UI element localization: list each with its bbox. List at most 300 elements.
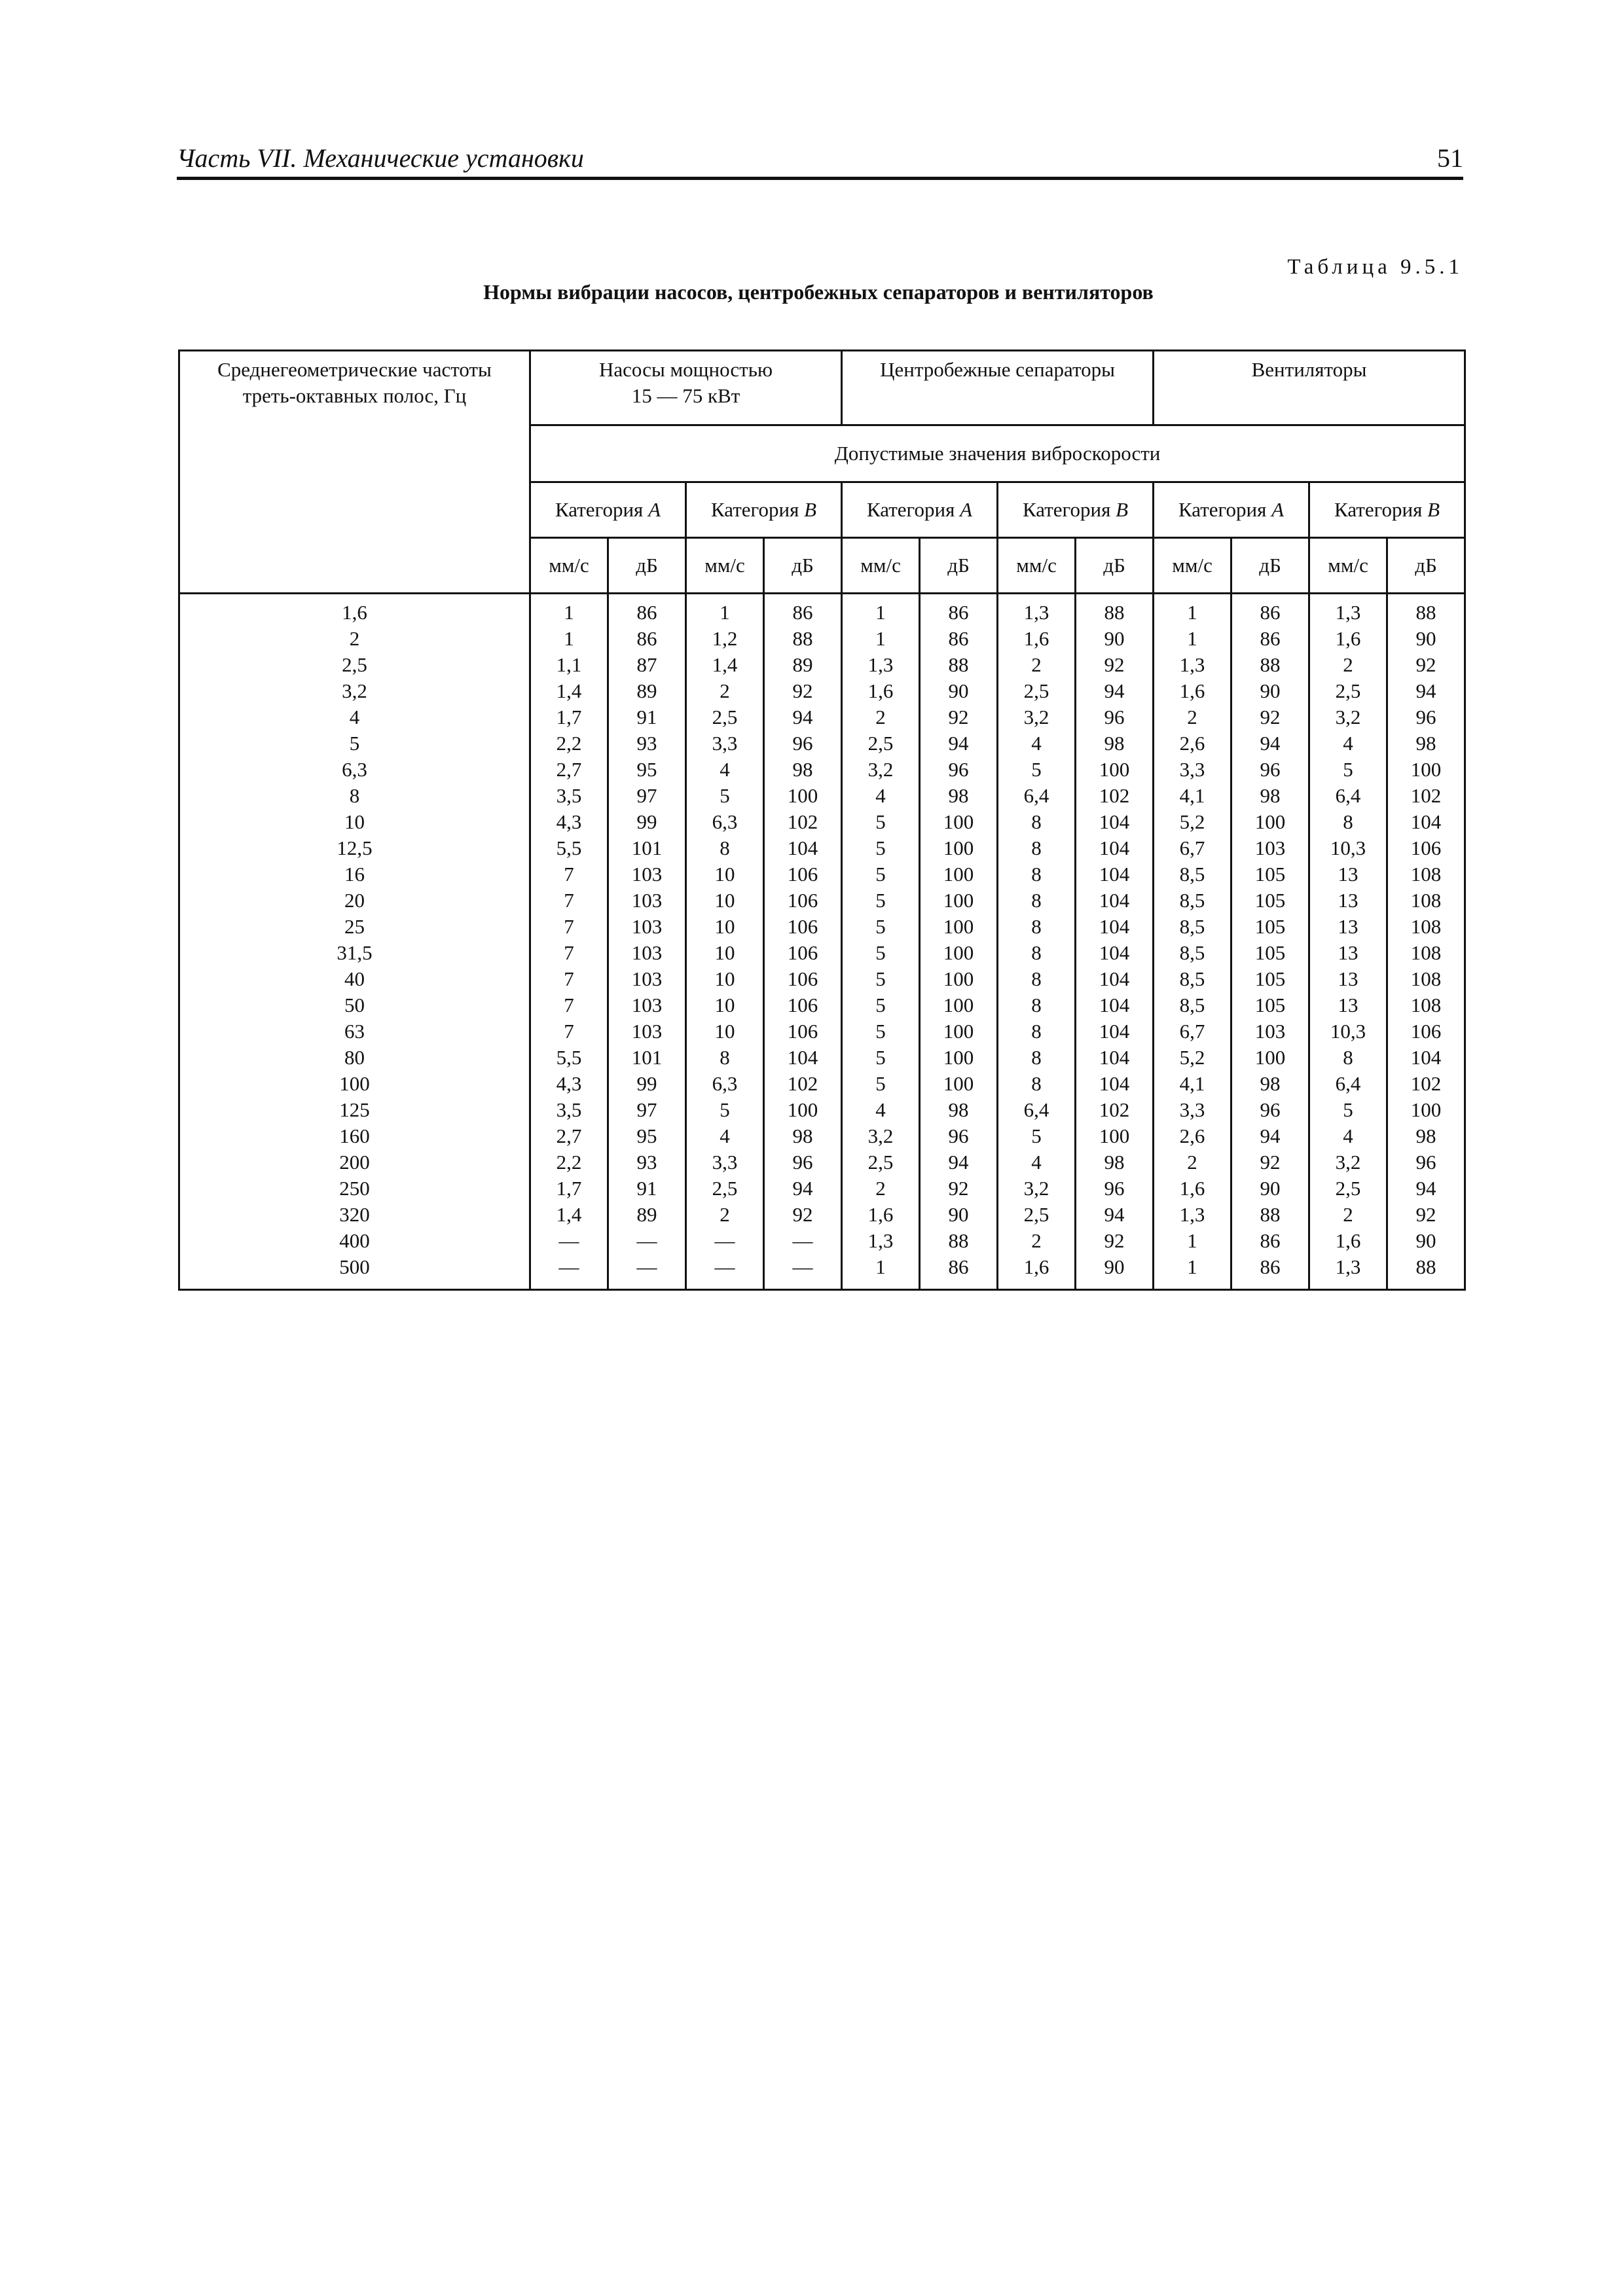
velocity-db-cell: 96 bbox=[1076, 704, 1154, 730]
velocity-mm-cell: 3,3 bbox=[1154, 1097, 1231, 1123]
velocity-mm-cell: 5 bbox=[842, 1018, 920, 1045]
category-label: Категория bbox=[1023, 498, 1111, 521]
velocity-mm-cell: 1 bbox=[1154, 1254, 1231, 1290]
velocity-mm-cell: 1,6 bbox=[1309, 626, 1387, 652]
velocity-db-cell: 89 bbox=[608, 1202, 686, 1228]
velocity-db-cell: 100 bbox=[920, 888, 998, 914]
category-label: Категория bbox=[867, 498, 955, 521]
velocity-mm-cell: 3,2 bbox=[842, 1123, 920, 1149]
separators-header: Центробежные сепараторы bbox=[842, 351, 1154, 425]
velocity-mm-cell: 2 bbox=[998, 652, 1076, 678]
frequency-cell: 5 bbox=[179, 730, 530, 757]
table-row bbox=[179, 1202, 1465, 1228]
velocity-db-cell: 104 bbox=[1387, 809, 1465, 835]
velocity-mm-cell: 10 bbox=[686, 992, 764, 1018]
velocity-db-cell: 103 bbox=[608, 888, 686, 914]
velocity-mm-cell: 2 bbox=[998, 1228, 1076, 1254]
velocity-db-cell: 94 bbox=[764, 1175, 842, 1202]
velocity-mm-cell: 4,1 bbox=[1154, 1071, 1231, 1097]
frequency-cell: 3,2 bbox=[179, 678, 530, 704]
table-row bbox=[179, 914, 1465, 940]
velocity-db-cell: 100 bbox=[764, 783, 842, 809]
velocity-db-cell: 100 bbox=[920, 914, 998, 940]
pumps-header-line2: 15 — 75 кВт bbox=[631, 384, 740, 407]
velocity-mm-cell: 1 bbox=[530, 594, 608, 626]
velocity-db-cell: 90 bbox=[1076, 1254, 1154, 1290]
velocity-db-cell: 96 bbox=[1076, 1175, 1154, 1202]
velocity-db-cell: 86 bbox=[1231, 1254, 1309, 1290]
category-letter: B bbox=[1116, 498, 1129, 521]
category-label: Категория bbox=[1334, 498, 1423, 521]
velocity-mm-cell: 2,5 bbox=[842, 730, 920, 757]
velocity-mm-cell: 5 bbox=[842, 1071, 920, 1097]
category-letter: A bbox=[1271, 498, 1285, 521]
table-row bbox=[179, 940, 1465, 966]
velocity-db-cell: 98 bbox=[1076, 730, 1154, 757]
velocity-mm-cell: 1,1 bbox=[530, 652, 608, 678]
velocity-mm-cell: 4 bbox=[842, 1097, 920, 1123]
velocity-mm-cell: 13 bbox=[1309, 914, 1387, 940]
velocity-mm-cell: 6,3 bbox=[686, 809, 764, 835]
table-row bbox=[179, 1097, 1465, 1123]
table-row bbox=[179, 1045, 1465, 1071]
velocity-db-cell: 88 bbox=[1231, 652, 1309, 678]
velocity-db-cell: 105 bbox=[1231, 940, 1309, 966]
table-row bbox=[179, 730, 1465, 757]
unit-mm-header: мм/с bbox=[1309, 538, 1387, 594]
unit-db-header: дБ bbox=[920, 538, 998, 594]
velocity-mm-cell: 3,3 bbox=[686, 1149, 764, 1175]
velocity-mm-cell: 4,3 bbox=[530, 809, 608, 835]
velocity-db-cell: 102 bbox=[1076, 783, 1154, 809]
table-row bbox=[179, 1018, 1465, 1045]
velocity-mm-cell: 5 bbox=[1309, 1097, 1387, 1123]
unit-mm-header: мм/с bbox=[842, 538, 920, 594]
frequency-cell: 10 bbox=[179, 809, 530, 835]
velocity-db-cell: 86 bbox=[1231, 626, 1309, 652]
velocity-mm-cell: 5 bbox=[998, 1123, 1076, 1149]
unit-mm-header: мм/с bbox=[530, 538, 608, 594]
velocity-db-cell: 98 bbox=[764, 1123, 842, 1149]
velocity-mm-cell: 10 bbox=[686, 914, 764, 940]
velocity-db-cell: 100 bbox=[920, 861, 998, 888]
frequency-cell: 63 bbox=[179, 1018, 530, 1045]
velocity-mm-cell: 1,3 bbox=[842, 652, 920, 678]
fans-header: Вентиляторы bbox=[1154, 351, 1465, 425]
velocity-db-cell: 108 bbox=[1387, 914, 1465, 940]
table-row bbox=[179, 1228, 1465, 1254]
velocity-db-cell: 92 bbox=[1076, 652, 1154, 678]
frequency-cell: 400 bbox=[179, 1228, 530, 1254]
velocity-db-cell: 88 bbox=[920, 1228, 998, 1254]
velocity-db-cell: 96 bbox=[764, 730, 842, 757]
velocity-mm-cell: 1,7 bbox=[530, 1175, 608, 1202]
velocity-mm-cell: 13 bbox=[1309, 861, 1387, 888]
table-row bbox=[179, 704, 1465, 730]
velocity-mm-cell: 8,5 bbox=[1154, 940, 1231, 966]
velocity-mm-cell: 8 bbox=[998, 835, 1076, 861]
velocity-mm-cell: 1,6 bbox=[1309, 1228, 1387, 1254]
velocity-db-cell: 95 bbox=[608, 757, 686, 783]
velocity-db-cell: 90 bbox=[1231, 1175, 1309, 1202]
velocity-mm-cell: 3,2 bbox=[998, 704, 1076, 730]
category-label: Категория bbox=[711, 498, 799, 521]
category-letter: A bbox=[648, 498, 661, 521]
velocity-mm-cell: 1,4 bbox=[686, 652, 764, 678]
velocity-mm-cell: 5 bbox=[1309, 757, 1387, 783]
velocity-db-cell: 88 bbox=[764, 626, 842, 652]
velocity-db-cell: 89 bbox=[608, 678, 686, 704]
velocity-db-cell: 105 bbox=[1231, 888, 1309, 914]
velocity-mm-cell: 4 bbox=[842, 783, 920, 809]
velocity-mm-cell: 8,5 bbox=[1154, 861, 1231, 888]
velocity-db-cell: 98 bbox=[1076, 1149, 1154, 1175]
velocity-db-cell: 96 bbox=[1231, 1097, 1309, 1123]
velocity-mm-cell: 3,2 bbox=[1309, 1149, 1387, 1175]
velocity-mm-cell: 5,5 bbox=[530, 835, 608, 861]
velocity-mm-cell: 3,2 bbox=[1309, 704, 1387, 730]
pumps-header-line1: Насосы мощностью bbox=[599, 358, 773, 381]
velocity-db-cell: 88 bbox=[920, 652, 998, 678]
velocity-db-cell: 102 bbox=[1387, 1071, 1465, 1097]
pumps-header bbox=[530, 351, 842, 425]
unit-db-header: дБ bbox=[608, 538, 686, 594]
velocity-mm-cell: 3,3 bbox=[686, 730, 764, 757]
frequency-cell: 20 bbox=[179, 888, 530, 914]
velocity-db-cell: 104 bbox=[764, 835, 842, 861]
velocity-mm-cell: 2 bbox=[686, 1202, 764, 1228]
velocity-mm-cell: 8 bbox=[998, 861, 1076, 888]
velocity-db-cell: 106 bbox=[764, 861, 842, 888]
velocity-db-cell: 104 bbox=[1076, 809, 1154, 835]
frequency-cell: 100 bbox=[179, 1071, 530, 1097]
velocity-mm-cell: 1,3 bbox=[1309, 1254, 1387, 1290]
velocity-mm-cell: 8 bbox=[998, 966, 1076, 992]
velocity-mm-cell: 5 bbox=[686, 783, 764, 809]
velocity-db-cell: 106 bbox=[764, 966, 842, 992]
velocity-mm-cell: 1,3 bbox=[998, 594, 1076, 626]
unit-mm-header: мм/с bbox=[998, 538, 1076, 594]
page-number: 51 bbox=[1437, 143, 1463, 173]
velocity-mm-cell: 4 bbox=[998, 1149, 1076, 1175]
velocity-mm-cell: 1,4 bbox=[530, 1202, 608, 1228]
velocity-db-cell: 92 bbox=[1076, 1228, 1154, 1254]
velocity-mm-cell: 6,7 bbox=[1154, 835, 1231, 861]
velocity-db-cell: 103 bbox=[608, 992, 686, 1018]
velocity-mm-cell: 3,5 bbox=[530, 783, 608, 809]
velocity-db-cell: 102 bbox=[764, 809, 842, 835]
frequency-cell: 200 bbox=[179, 1149, 530, 1175]
velocity-db-cell: 86 bbox=[920, 1254, 998, 1290]
velocity-db-cell: 100 bbox=[1387, 1097, 1465, 1123]
table-row bbox=[179, 594, 1465, 626]
table-row bbox=[179, 888, 1465, 914]
frequency-cell: 250 bbox=[179, 1175, 530, 1202]
velocity-mm-cell: 7 bbox=[530, 992, 608, 1018]
velocity-mm-cell: 1,6 bbox=[998, 626, 1076, 652]
frequency-cell: 31,5 bbox=[179, 940, 530, 966]
velocity-mm-cell: 6,4 bbox=[1309, 1071, 1387, 1097]
velocity-mm-cell: 2 bbox=[1309, 652, 1387, 678]
velocity-db-cell: 96 bbox=[764, 1149, 842, 1175]
table-number: Таблица 9.5.1 bbox=[1287, 255, 1463, 279]
velocity-mm-cell: 7 bbox=[530, 861, 608, 888]
velocity-db-cell: 92 bbox=[764, 678, 842, 704]
velocity-mm-cell: 1,6 bbox=[1154, 1175, 1231, 1202]
category-b-header bbox=[686, 482, 842, 538]
header-rule bbox=[177, 177, 1463, 180]
velocity-db-cell: 102 bbox=[1076, 1097, 1154, 1123]
velocity-mm-cell: 5 bbox=[998, 757, 1076, 783]
velocity-mm-cell: 2,5 bbox=[686, 1175, 764, 1202]
velocity-mm-cell: 6,4 bbox=[998, 1097, 1076, 1123]
velocity-db-cell: 103 bbox=[608, 1018, 686, 1045]
velocity-db-cell: 94 bbox=[1231, 1123, 1309, 1149]
velocity-db-cell: 105 bbox=[1231, 861, 1309, 888]
velocity-mm-cell: 8 bbox=[998, 940, 1076, 966]
table-body bbox=[179, 594, 1465, 1290]
velocity-db-cell: 86 bbox=[1231, 1228, 1309, 1254]
velocity-mm-cell: 8,5 bbox=[1154, 888, 1231, 914]
velocity-mm-cell: 10 bbox=[686, 940, 764, 966]
velocity-mm-cell: 1,6 bbox=[998, 1254, 1076, 1290]
category-letter: A bbox=[960, 498, 973, 521]
table-row bbox=[179, 1123, 1465, 1149]
velocity-db-cell: 94 bbox=[920, 730, 998, 757]
velocity-db-cell: 90 bbox=[1076, 626, 1154, 652]
category-b-header bbox=[998, 482, 1154, 538]
velocity-mm-cell: 5 bbox=[842, 914, 920, 940]
velocity-db-cell: 98 bbox=[1231, 783, 1309, 809]
velocity-mm-cell: 1 bbox=[842, 594, 920, 626]
velocity-db-cell: 89 bbox=[764, 652, 842, 678]
velocity-db-cell: 86 bbox=[608, 626, 686, 652]
velocity-mm-cell: 1 bbox=[530, 626, 608, 652]
velocity-mm-cell: 4 bbox=[686, 1123, 764, 1149]
velocity-db-cell: 91 bbox=[608, 704, 686, 730]
table-row bbox=[179, 757, 1465, 783]
velocity-mm-cell: 2,5 bbox=[998, 678, 1076, 704]
velocity-mm-cell: 1,3 bbox=[842, 1228, 920, 1254]
velocity-db-cell: — bbox=[764, 1228, 842, 1254]
velocity-db-cell: 103 bbox=[1231, 835, 1309, 861]
velocity-mm-cell: 10 bbox=[686, 966, 764, 992]
frequency-cell: 4 bbox=[179, 704, 530, 730]
velocity-mm-cell: 1,6 bbox=[842, 678, 920, 704]
velocity-db-cell: 98 bbox=[1387, 730, 1465, 757]
velocity-db-cell: 92 bbox=[1387, 1202, 1465, 1228]
velocity-mm-cell: 1,3 bbox=[1154, 652, 1231, 678]
velocity-db-cell: 104 bbox=[1076, 914, 1154, 940]
velocity-mm-cell: 10 bbox=[686, 861, 764, 888]
velocity-db-cell: 88 bbox=[1387, 594, 1465, 626]
velocity-db-cell: 106 bbox=[1387, 1018, 1465, 1045]
velocity-mm-cell: 5 bbox=[842, 940, 920, 966]
velocity-mm-cell: 4,1 bbox=[1154, 783, 1231, 809]
velocity-db-cell: 88 bbox=[1231, 1202, 1309, 1228]
category-label: Категория bbox=[555, 498, 644, 521]
velocity-db-cell: 106 bbox=[764, 1018, 842, 1045]
velocity-db-cell: 106 bbox=[764, 888, 842, 914]
velocity-mm-cell: 8 bbox=[686, 835, 764, 861]
velocity-mm-cell: 2 bbox=[1154, 1149, 1231, 1175]
velocity-db-cell: 103 bbox=[608, 861, 686, 888]
velocity-mm-cell: 8 bbox=[998, 809, 1076, 835]
velocity-mm-cell: 8 bbox=[1309, 1045, 1387, 1071]
velocity-db-cell: — bbox=[764, 1254, 842, 1290]
velocity-mm-cell: 5 bbox=[842, 966, 920, 992]
velocity-db-cell: 98 bbox=[920, 1097, 998, 1123]
velocity-db-cell: 104 bbox=[1076, 835, 1154, 861]
velocity-db-cell: 102 bbox=[1387, 783, 1465, 809]
velocity-mm-cell: 8 bbox=[998, 1071, 1076, 1097]
velocity-mm-cell: 8 bbox=[998, 914, 1076, 940]
velocity-db-cell: 94 bbox=[1076, 1202, 1154, 1228]
velocity-mm-cell: 2,5 bbox=[1309, 678, 1387, 704]
velocity-mm-cell: 1 bbox=[1154, 1228, 1231, 1254]
velocity-mm-cell: 1 bbox=[1154, 594, 1231, 626]
velocity-mm-cell: 1 bbox=[842, 1254, 920, 1290]
frequency-cell: 40 bbox=[179, 966, 530, 992]
velocity-db-cell: 108 bbox=[1387, 966, 1465, 992]
velocity-mm-cell: 6,7 bbox=[1154, 1018, 1231, 1045]
velocity-db-cell: 104 bbox=[1076, 940, 1154, 966]
velocity-db-cell: 98 bbox=[920, 783, 998, 809]
velocity-db-cell: 104 bbox=[1387, 1045, 1465, 1071]
velocity-mm-cell: 2 bbox=[842, 1175, 920, 1202]
velocity-db-cell: 90 bbox=[1387, 1228, 1465, 1254]
velocity-mm-cell: 1,3 bbox=[1309, 594, 1387, 626]
velocity-db-cell: 105 bbox=[1231, 992, 1309, 1018]
velocity-mm-cell: 4 bbox=[686, 757, 764, 783]
velocity-db-cell: 100 bbox=[920, 835, 998, 861]
velocity-mm-cell: 2,5 bbox=[998, 1202, 1076, 1228]
velocity-mm-cell: 2,5 bbox=[686, 704, 764, 730]
velocity-db-cell: 98 bbox=[1231, 1071, 1309, 1097]
velocity-mm-cell: 4 bbox=[1309, 1123, 1387, 1149]
velocity-db-cell: 86 bbox=[764, 594, 842, 626]
velocity-db-cell: 87 bbox=[608, 652, 686, 678]
velocity-db-cell: 88 bbox=[1076, 594, 1154, 626]
velocity-mm-cell: 6,3 bbox=[686, 1071, 764, 1097]
velocity-db-cell: 100 bbox=[920, 1045, 998, 1071]
velocity-db-cell: 93 bbox=[608, 730, 686, 757]
velocity-mm-cell: 4,3 bbox=[530, 1071, 608, 1097]
velocity-mm-cell: 7 bbox=[530, 914, 608, 940]
velocity-db-cell: 100 bbox=[920, 992, 998, 1018]
velocity-db-cell: 106 bbox=[764, 940, 842, 966]
table-row bbox=[179, 652, 1465, 678]
velocity-mm-cell: 5 bbox=[686, 1097, 764, 1123]
table-row bbox=[179, 992, 1465, 1018]
velocity-db-cell: 86 bbox=[608, 594, 686, 626]
velocity-db-cell: 96 bbox=[1387, 1149, 1465, 1175]
vibration-norms-table bbox=[178, 350, 1466, 1291]
velocity-mm-cell: 3,2 bbox=[998, 1175, 1076, 1202]
velocity-db-cell: 104 bbox=[1076, 992, 1154, 1018]
velocity-db-cell: 103 bbox=[608, 966, 686, 992]
velocity-db-cell: 97 bbox=[608, 783, 686, 809]
frequency-cell: 2 bbox=[179, 626, 530, 652]
velocity-mm-cell: 8 bbox=[686, 1045, 764, 1071]
velocity-db-cell: 98 bbox=[1387, 1123, 1465, 1149]
velocity-mm-cell: 13 bbox=[1309, 966, 1387, 992]
velocity-mm-cell: 5 bbox=[842, 1045, 920, 1071]
frequency-cell: 125 bbox=[179, 1097, 530, 1123]
velocity-mm-cell: 2 bbox=[686, 678, 764, 704]
velocity-mm-cell: 8 bbox=[998, 888, 1076, 914]
velocity-db-cell: 104 bbox=[1076, 1071, 1154, 1097]
table-row bbox=[179, 1149, 1465, 1175]
velocity-db-cell: 90 bbox=[1387, 626, 1465, 652]
allowed-values-header: Допустимые значения виброскорости bbox=[530, 425, 1465, 482]
frequency-header bbox=[179, 351, 530, 594]
category-b-header bbox=[1309, 482, 1465, 538]
velocity-db-cell: 106 bbox=[764, 914, 842, 940]
velocity-db-cell: 100 bbox=[1387, 757, 1465, 783]
velocity-mm-cell: 10,3 bbox=[1309, 835, 1387, 861]
velocity-mm-cell: 7 bbox=[530, 888, 608, 914]
velocity-mm-cell: 3,3 bbox=[1154, 757, 1231, 783]
velocity-db-cell: 97 bbox=[608, 1097, 686, 1123]
frequency-cell: 6,3 bbox=[179, 757, 530, 783]
velocity-db-cell: 91 bbox=[608, 1175, 686, 1202]
velocity-db-cell: 105 bbox=[1231, 966, 1309, 992]
velocity-db-cell: — bbox=[608, 1228, 686, 1254]
velocity-mm-cell: 2 bbox=[842, 704, 920, 730]
table-row bbox=[179, 626, 1465, 652]
velocity-db-cell: 104 bbox=[1076, 888, 1154, 914]
category-a-header bbox=[530, 482, 686, 538]
velocity-mm-cell: 2,2 bbox=[530, 730, 608, 757]
velocity-mm-cell: 8 bbox=[998, 1045, 1076, 1071]
velocity-mm-cell: 8 bbox=[998, 992, 1076, 1018]
velocity-mm-cell: 8 bbox=[998, 1018, 1076, 1045]
velocity-mm-cell: — bbox=[530, 1228, 608, 1254]
velocity-db-cell: 92 bbox=[1231, 704, 1309, 730]
velocity-db-cell: 96 bbox=[920, 1123, 998, 1149]
velocity-mm-cell: 7 bbox=[530, 1018, 608, 1045]
velocity-mm-cell: 5,5 bbox=[530, 1045, 608, 1071]
velocity-db-cell: 104 bbox=[1076, 1045, 1154, 1071]
velocity-mm-cell: 1,2 bbox=[686, 626, 764, 652]
velocity-mm-cell: 1 bbox=[1154, 626, 1231, 652]
running-title: Часть VII. Механические установки bbox=[177, 143, 584, 173]
velocity-db-cell: 86 bbox=[920, 594, 998, 626]
table-row bbox=[179, 1071, 1465, 1097]
velocity-mm-cell: 2 bbox=[1154, 704, 1231, 730]
table-row bbox=[179, 861, 1465, 888]
velocity-db-cell: 106 bbox=[1387, 835, 1465, 861]
velocity-db-cell: 92 bbox=[1387, 652, 1465, 678]
velocity-db-cell: 94 bbox=[1076, 678, 1154, 704]
velocity-mm-cell: 5 bbox=[842, 835, 920, 861]
velocity-mm-cell: 3,5 bbox=[530, 1097, 608, 1123]
velocity-db-cell: 101 bbox=[608, 835, 686, 861]
velocity-mm-cell: 1,7 bbox=[530, 704, 608, 730]
velocity-db-cell: 108 bbox=[1387, 940, 1465, 966]
velocity-mm-cell: 2,6 bbox=[1154, 1123, 1231, 1149]
velocity-db-cell: 98 bbox=[764, 757, 842, 783]
velocity-mm-cell: 4 bbox=[1309, 730, 1387, 757]
velocity-db-cell: 94 bbox=[920, 1149, 998, 1175]
velocity-db-cell: 94 bbox=[1387, 1175, 1465, 1202]
velocity-mm-cell: 1,6 bbox=[842, 1202, 920, 1228]
velocity-db-cell: 100 bbox=[920, 809, 998, 835]
table-row bbox=[179, 678, 1465, 704]
velocity-mm-cell: 2,7 bbox=[530, 757, 608, 783]
table-title: Нормы вибрации насосов, центробежных сепараторов и вентиляторов bbox=[483, 280, 1154, 304]
